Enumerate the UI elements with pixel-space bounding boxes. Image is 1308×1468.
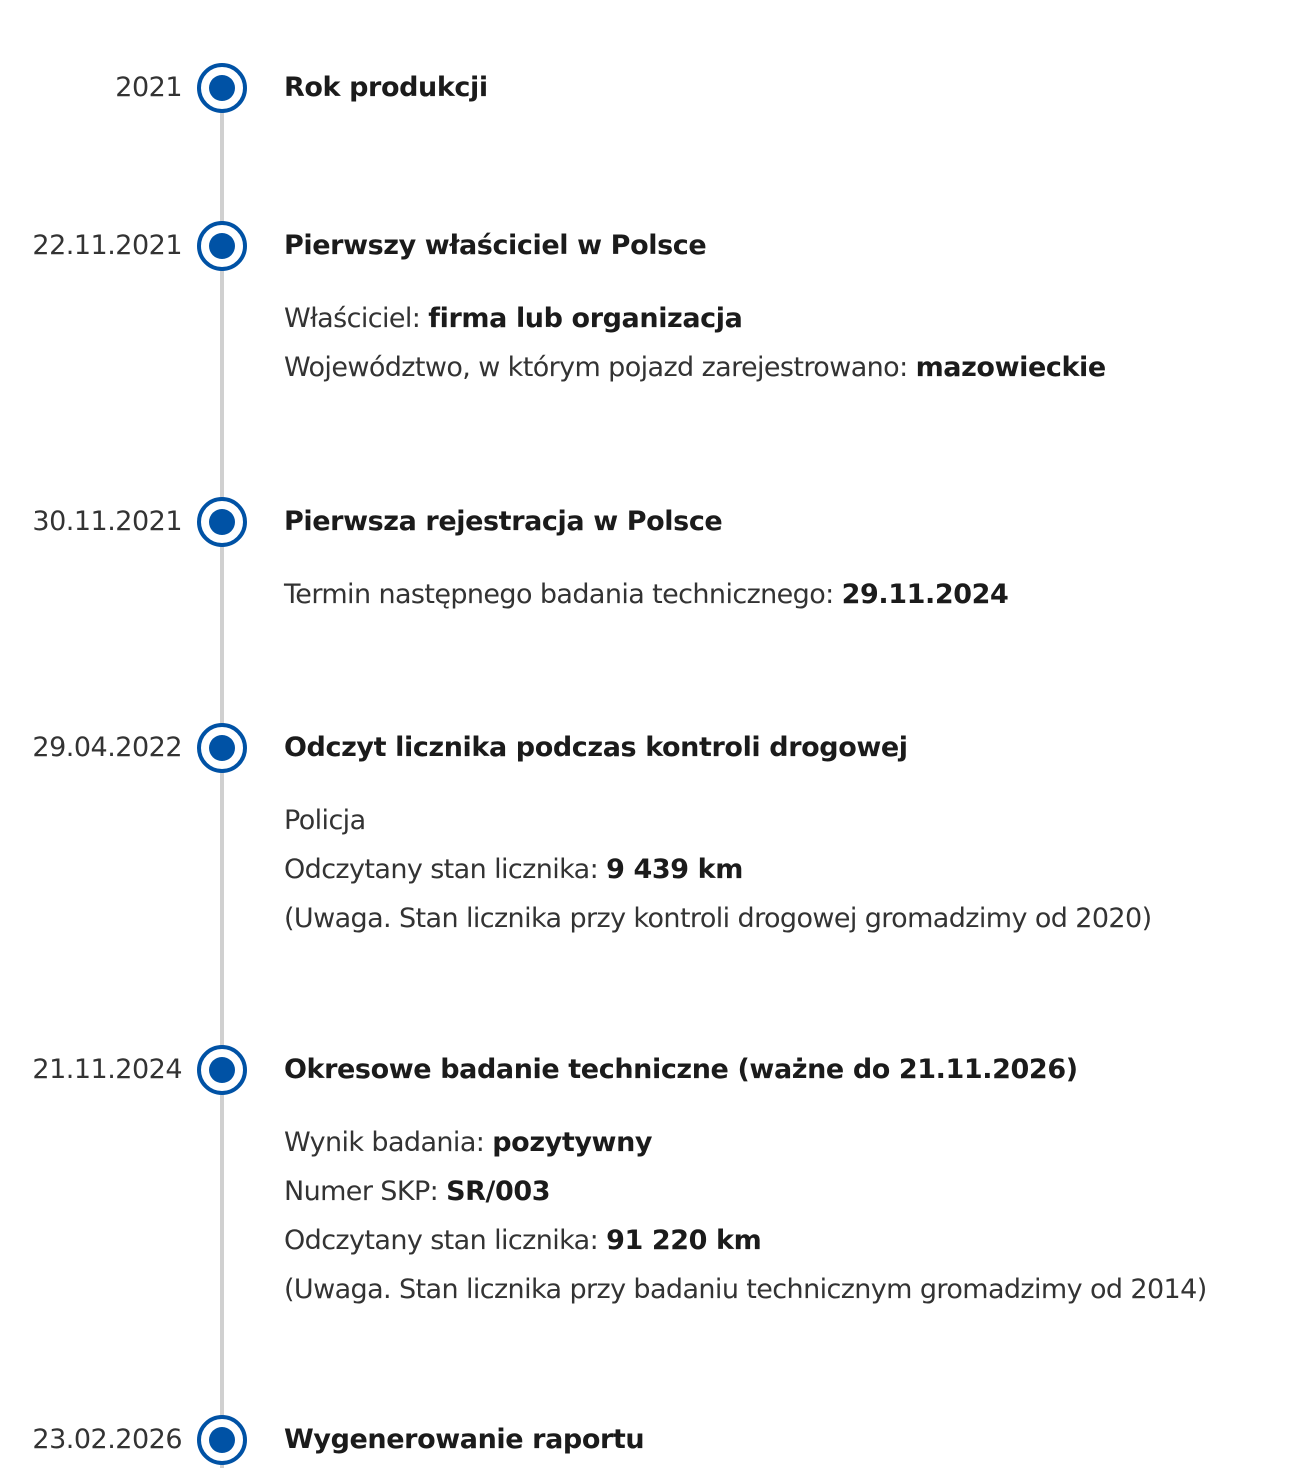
detail-label: Wynik badania: xyxy=(284,1127,493,1158)
detail-value: firma lub organizacja xyxy=(428,303,743,334)
detail-label: Termin następnego badania technicznego: xyxy=(284,579,842,610)
event-details xyxy=(284,570,1008,619)
timeline-dot-icon xyxy=(197,63,247,113)
timeline-dot-icon xyxy=(197,221,247,271)
event-date: 23.02.2026 xyxy=(32,1424,182,1455)
detail-line xyxy=(284,1118,1207,1167)
timeline-dot-icon xyxy=(197,497,247,547)
detail-value: pozytywny xyxy=(492,1127,653,1158)
detail-line xyxy=(284,1216,1207,1265)
detail-line xyxy=(284,294,1106,343)
timeline-dot-icon xyxy=(197,1045,247,1095)
detail-value: 29.11.2024 xyxy=(841,579,1009,610)
event-details xyxy=(284,1118,1207,1314)
timeline-dot-icon xyxy=(197,723,247,773)
event-date: 22.11.2021 xyxy=(32,230,182,261)
event-title: Wygenerowanie raportu xyxy=(284,1424,645,1455)
detail-label: Policja xyxy=(284,805,366,836)
detail-line xyxy=(284,1167,1207,1216)
event-details xyxy=(284,796,1152,943)
detail-line xyxy=(284,343,1106,392)
detail-line xyxy=(284,845,1152,894)
detail-line xyxy=(284,894,1152,943)
detail-label: Numer SKP: xyxy=(284,1176,447,1207)
event-date: 21.11.2024 xyxy=(32,1054,182,1085)
detail-line xyxy=(284,796,1152,845)
event-date: 2021 xyxy=(115,72,182,103)
event-title: Pierwsza rejestracja w Polsce xyxy=(284,506,723,537)
detail-label: (Uwaga. Stan licznika przy badaniu technicznym gromadzimy od 2014) xyxy=(284,1274,1207,1305)
detail-label: (Uwaga. Stan licznika przy kontroli drogowej gromadzimy od 2020) xyxy=(284,903,1152,934)
event-title: Okresowe badanie techniczne (ważne do 21.11.2026) xyxy=(284,1054,1078,1085)
detail-label: Odczytany stan licznika: xyxy=(284,1225,607,1256)
detail-line xyxy=(284,1265,1207,1314)
event-title: Odczyt licznika podczas kontroli drogowej xyxy=(284,732,908,763)
event-title: Pierwszy właściciel w Polsce xyxy=(284,230,707,261)
timeline-line xyxy=(220,88,224,1468)
event-date: 30.11.2021 xyxy=(32,506,182,537)
detail-line xyxy=(284,570,1008,619)
event-title: Rok produkcji xyxy=(284,72,488,103)
event-details xyxy=(284,294,1106,392)
detail-label: Województwo, w którym pojazd zarejestrowano: xyxy=(284,352,916,383)
detail-label: Odczytany stan licznika: xyxy=(284,854,607,885)
detail-label: Właściciel: xyxy=(284,303,429,334)
event-date: 29.04.2022 xyxy=(32,732,182,763)
detail-value: 9 439 km xyxy=(606,854,743,885)
detail-value: SR/003 xyxy=(446,1176,551,1207)
timeline-dot-icon xyxy=(197,1415,247,1465)
detail-value: 91 220 km xyxy=(606,1225,762,1256)
detail-value: mazowieckie xyxy=(915,352,1106,383)
